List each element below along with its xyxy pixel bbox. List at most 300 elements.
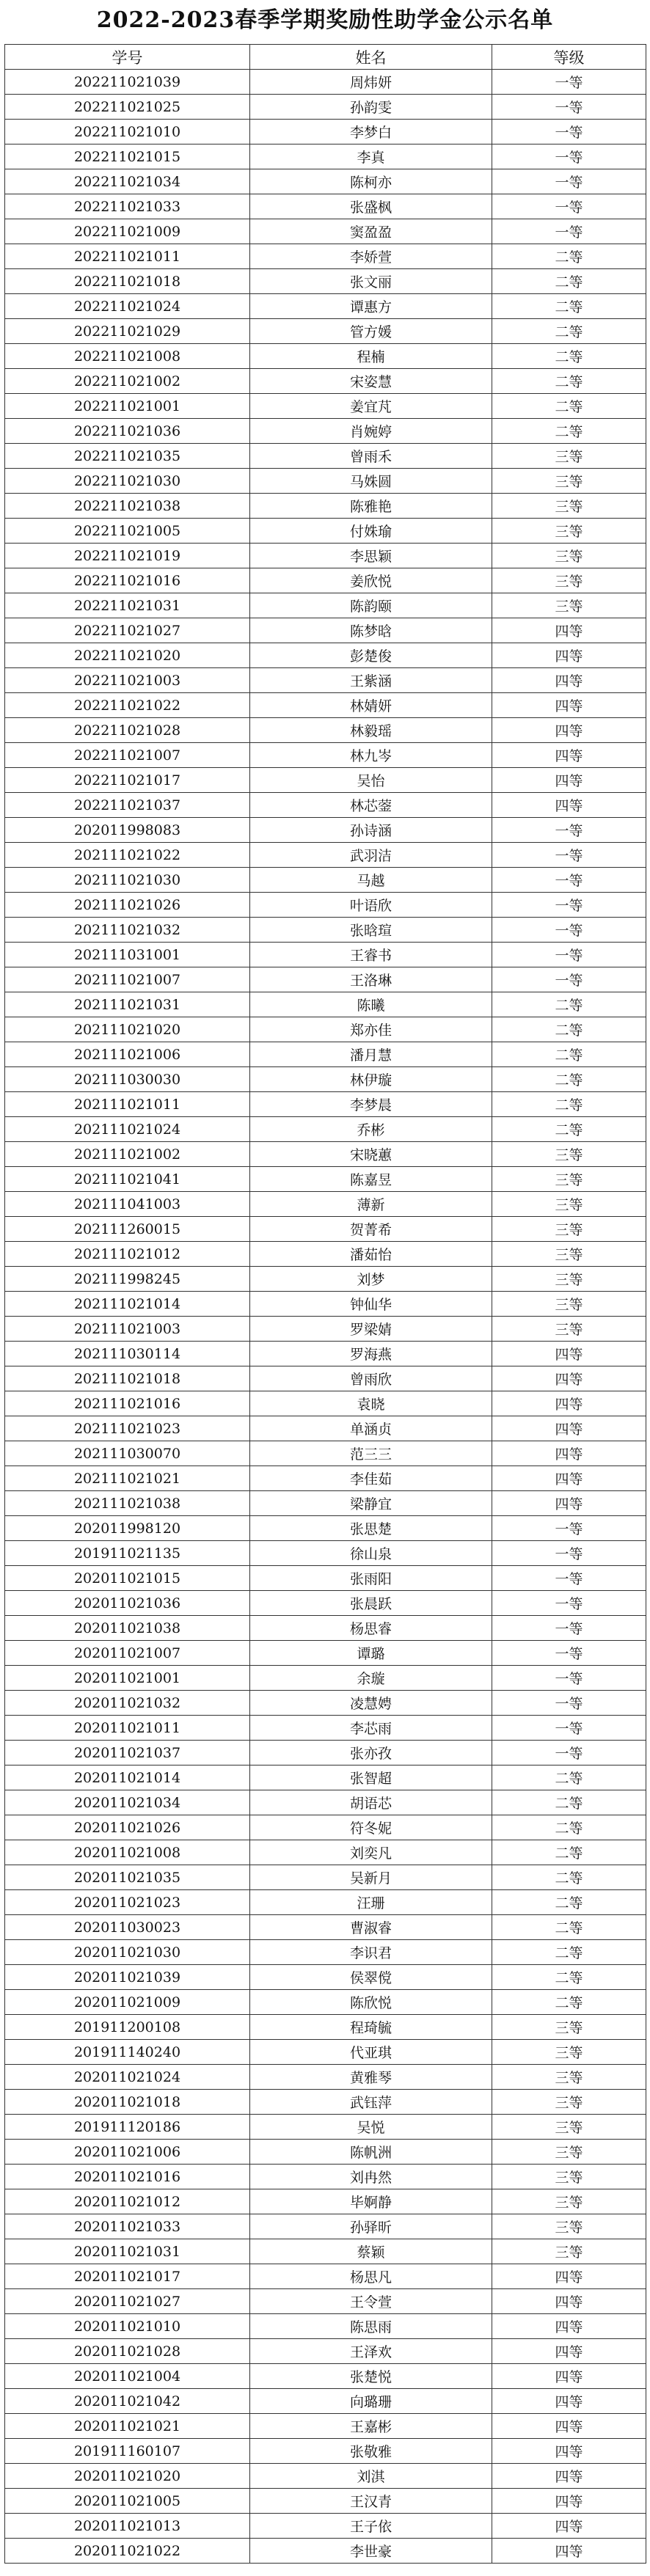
student-name-cell: 张文丽	[250, 269, 492, 294]
table-row	[5, 1342, 646, 1366]
student-name-cell: 王令萱	[250, 2289, 492, 2314]
table-row	[5, 2040, 646, 2065]
student-id-cell: 202111021030	[5, 868, 250, 893]
student-id-cell: 202211021007	[5, 743, 250, 768]
award-level-cell: 二等	[492, 1117, 646, 1142]
award-level-cell: 四等	[492, 2539, 646, 2564]
student-name-cell: 曹淑睿	[250, 1915, 492, 1940]
student-name-cell: 程琦毓	[250, 2015, 492, 2040]
table-row	[5, 1167, 646, 1192]
award-level-cell: 二等	[492, 1890, 646, 1915]
student-id-cell: 202111021021	[5, 1466, 250, 1491]
award-level-cell: 四等	[492, 2464, 646, 2489]
student-name-cell: 李真	[250, 144, 492, 169]
student-id-cell: 202211021002	[5, 369, 250, 394]
student-name-cell: 余璇	[250, 1666, 492, 1691]
table-row	[5, 1940, 646, 1965]
table-row	[5, 2439, 646, 2464]
table-row	[5, 1666, 646, 1691]
student-name-cell: 刘梦	[250, 1267, 492, 1292]
student-name-cell: 乔彬	[250, 1117, 492, 1142]
student-name-cell: 彭楚俊	[250, 643, 492, 668]
student-name-cell: 武羽洁	[250, 843, 492, 868]
student-name-cell: 宋晓蕙	[250, 1142, 492, 1167]
student-name-cell: 林婧妍	[250, 693, 492, 718]
award-level-cell: 四等	[492, 1366, 646, 1391]
student-id-cell: 202111041003	[5, 1192, 250, 1217]
award-level-cell: 三等	[492, 1317, 646, 1342]
student-name-cell: 姜欣悦	[250, 568, 492, 593]
award-level-cell: 二等	[492, 1990, 646, 2015]
table-row	[5, 1067, 646, 1092]
student-id-cell: 202211021015	[5, 144, 250, 169]
student-id-cell: 202011021042	[5, 2389, 250, 2414]
table-row	[5, 2015, 646, 2040]
student-id-cell: 201911120186	[5, 2115, 250, 2140]
table-row	[5, 868, 646, 893]
student-id-cell: 202011021030	[5, 1940, 250, 1965]
student-id-cell: 202011030023	[5, 1915, 250, 1940]
table-row	[5, 743, 646, 768]
table-row	[5, 244, 646, 269]
award-level-cell: 一等	[492, 219, 646, 244]
roster-body	[5, 70, 646, 2564]
award-level-cell: 四等	[492, 768, 646, 793]
award-level-cell: 四等	[492, 2289, 646, 2314]
student-id-cell: 202111998245	[5, 1267, 250, 1292]
student-name-cell: 周炜妍	[250, 70, 492, 95]
table-row	[5, 643, 646, 668]
table-row	[5, 319, 646, 344]
student-name-cell: 李梦晨	[250, 1092, 492, 1117]
award-level-cell: 一等	[492, 1691, 646, 1716]
table-row	[5, 444, 646, 469]
student-name-cell: 孙诗涵	[250, 818, 492, 843]
student-name-cell: 张盛枫	[250, 194, 492, 219]
student-name-cell: 徐山泉	[250, 1541, 492, 1566]
table-row	[5, 2414, 646, 2439]
column-header-level: 等级	[492, 45, 646, 70]
table-row	[5, 1691, 646, 1716]
student-name-cell: 付姝瑜	[250, 519, 492, 544]
student-id-cell: 202111030070	[5, 1441, 250, 1466]
student-id-cell: 202111021002	[5, 1142, 250, 1167]
table-row	[5, 1990, 646, 2015]
student-name-cell: 范三三	[250, 1441, 492, 1466]
student-name-cell: 孙韵雯	[250, 95, 492, 120]
student-id-cell: 202111031001	[5, 943, 250, 967]
award-level-cell: 三等	[492, 593, 646, 618]
student-id-cell: 202011021026	[5, 1815, 250, 1840]
table-row	[5, 992, 646, 1017]
award-level-cell: 一等	[492, 169, 646, 194]
student-name-cell: 杨思睿	[250, 1616, 492, 1641]
student-name-cell: 王汉青	[250, 2489, 492, 2514]
table-row	[5, 2364, 646, 2389]
award-level-cell: 二等	[492, 369, 646, 394]
student-name-cell: 王子依	[250, 2514, 492, 2539]
student-id-cell: 202011021013	[5, 2514, 250, 2539]
award-level-cell: 四等	[492, 718, 646, 743]
student-name-cell: 潘茹怡	[250, 1242, 492, 1267]
student-id-cell: 202011021020	[5, 2464, 250, 2489]
student-id-cell: 202211021031	[5, 593, 250, 618]
table-row	[5, 1092, 646, 1117]
table-row	[5, 1317, 646, 1342]
student-id-cell: 202211021009	[5, 219, 250, 244]
student-id-cell: 202111021041	[5, 1167, 250, 1192]
student-name-cell: 陈曦	[250, 992, 492, 1017]
award-level-cell: 二等	[492, 394, 646, 419]
award-level-cell: 三等	[492, 2239, 646, 2264]
student-name-cell: 王洛琳	[250, 967, 492, 992]
table-row	[5, 1865, 646, 1890]
student-id-cell: 202211021024	[5, 294, 250, 319]
student-name-cell: 吴悦	[250, 2115, 492, 2140]
student-id-cell: 202011021007	[5, 1641, 250, 1666]
award-level-cell: 三等	[492, 1292, 646, 1317]
student-id-cell: 202211021008	[5, 344, 250, 369]
award-level-cell: 二等	[492, 1840, 646, 1865]
student-name-cell: 王紫涵	[250, 668, 492, 693]
student-id-cell: 202211021039	[5, 70, 250, 95]
award-level-cell: 一等	[492, 1641, 646, 1666]
student-name-cell: 谭惠方	[250, 294, 492, 319]
student-id-cell: 202211021035	[5, 444, 250, 469]
student-name-cell: 杨思凡	[250, 2264, 492, 2289]
table-row	[5, 843, 646, 868]
student-name-cell: 陈欣悦	[250, 1990, 492, 2015]
student-name-cell: 刘奕凡	[250, 1840, 492, 1865]
student-name-cell: 袁晓	[250, 1391, 492, 1416]
student-id-cell: 202011021008	[5, 1840, 250, 1865]
student-name-cell: 陈梦晗	[250, 618, 492, 643]
student-id-cell: 202111021011	[5, 1092, 250, 1117]
award-level-cell: 三等	[492, 519, 646, 544]
table-row	[5, 1890, 646, 1915]
award-level-cell: 四等	[492, 2514, 646, 2539]
table-row	[5, 1267, 646, 1292]
award-level-cell: 一等	[492, 1616, 646, 1641]
student-name-cell: 谭璐	[250, 1641, 492, 1666]
award-level-cell: 三等	[492, 544, 646, 568]
student-id-cell: 202111021024	[5, 1117, 250, 1142]
student-id-cell: 202011021035	[5, 1865, 250, 1890]
table-row	[5, 2214, 646, 2239]
award-level-cell: 一等	[492, 868, 646, 893]
award-level-cell: 三等	[492, 1167, 646, 1192]
student-id-cell: 202211021029	[5, 319, 250, 344]
award-level-cell: 三等	[492, 444, 646, 469]
student-id-cell: 202011021037	[5, 1741, 250, 1765]
student-id-cell: 202211021037	[5, 793, 250, 818]
award-level-cell: 二等	[492, 1042, 646, 1067]
award-level-cell: 一等	[492, 120, 646, 144]
table-row	[5, 1491, 646, 1516]
award-level-cell: 二等	[492, 1067, 646, 1092]
scholarship-roster-table	[4, 44, 646, 2564]
award-level-cell: 三等	[492, 2115, 646, 2140]
student-name-cell: 毕婀静	[250, 2189, 492, 2214]
student-id-cell: 202111021007	[5, 967, 250, 992]
award-level-cell: 二等	[492, 1017, 646, 1042]
award-level-cell: 二等	[492, 419, 646, 444]
student-id-cell: 202011021017	[5, 2264, 250, 2289]
column-header-student-id: 学号	[5, 45, 250, 70]
student-name-cell: 王睿书	[250, 943, 492, 967]
table-row	[5, 893, 646, 918]
table-row	[5, 2489, 646, 2514]
student-name-cell: 肖婉婷	[250, 419, 492, 444]
award-level-cell: 二等	[492, 992, 646, 1017]
award-level-cell: 二等	[492, 1092, 646, 1117]
award-level-cell: 三等	[492, 2015, 646, 2040]
student-id-cell: 202011021028	[5, 2339, 250, 2364]
table-row	[5, 967, 646, 992]
table-row	[5, 1716, 646, 1741]
award-level-cell: 二等	[492, 269, 646, 294]
student-id-cell: 202011998120	[5, 1516, 250, 1541]
student-id-cell: 202211021027	[5, 618, 250, 643]
award-level-cell: 一等	[492, 1741, 646, 1765]
student-name-cell: 管方媛	[250, 319, 492, 344]
award-level-cell: 三等	[492, 2040, 646, 2065]
award-level-cell: 四等	[492, 643, 646, 668]
student-name-cell: 侯翠傥	[250, 1965, 492, 1990]
page-title: 2022-2023春季学期奖励性助学金公示名单	[96, 7, 554, 33]
student-name-cell: 陈嘉昱	[250, 1167, 492, 1192]
student-name-cell: 单涵贞	[250, 1416, 492, 1441]
student-name-cell: 王泽欢	[250, 2339, 492, 2364]
student-id-cell: 202111021032	[5, 918, 250, 943]
award-level-cell: 三等	[492, 1217, 646, 1242]
table-row	[5, 95, 646, 120]
student-id-cell: 202211021018	[5, 269, 250, 294]
table-row	[5, 219, 646, 244]
table-row	[5, 419, 646, 444]
student-id-cell: 202111021018	[5, 1366, 250, 1391]
award-level-cell: 四等	[492, 1491, 646, 1516]
award-level-cell: 三等	[492, 469, 646, 494]
student-name-cell: 张智超	[250, 1765, 492, 1790]
student-id-cell: 202011021005	[5, 2489, 250, 2514]
table-row	[5, 918, 646, 943]
student-name-cell: 郑亦佳	[250, 1017, 492, 1042]
table-row	[5, 1192, 646, 1217]
student-id-cell: 202111021031	[5, 992, 250, 1017]
table-row	[5, 294, 646, 319]
student-name-cell: 王嘉彬	[250, 2414, 492, 2439]
table-row	[5, 618, 646, 643]
student-name-cell: 陈帆洲	[250, 2140, 492, 2165]
student-id-cell: 202211021034	[5, 169, 250, 194]
student-id-cell: 202011021012	[5, 2189, 250, 2214]
student-id-cell: 202211021011	[5, 244, 250, 269]
table-row	[5, 2189, 646, 2214]
student-name-cell: 罗梁婧	[250, 1317, 492, 1342]
award-level-cell: 四等	[492, 1391, 646, 1416]
table-row	[5, 593, 646, 618]
student-id-cell: 202011021014	[5, 1765, 250, 1790]
student-name-cell: 姜宜芃	[250, 394, 492, 419]
award-level-cell: 三等	[492, 2065, 646, 2090]
award-level-cell: 四等	[492, 2264, 646, 2289]
student-id-cell: 202111030114	[5, 1342, 250, 1366]
table-row	[5, 1815, 646, 1840]
student-id-cell: 202011998083	[5, 818, 250, 843]
table-row	[5, 1117, 646, 1142]
table-row	[5, 2239, 646, 2264]
table-row	[5, 2090, 646, 2115]
student-name-cell: 向璐珊	[250, 2389, 492, 2414]
student-id-cell: 202211021033	[5, 194, 250, 219]
table-row	[5, 469, 646, 494]
student-name-cell: 代亚琪	[250, 2040, 492, 2065]
award-level-cell: 四等	[492, 1342, 646, 1366]
student-id-cell: 202211021010	[5, 120, 250, 144]
student-name-cell: 黄雅琴	[250, 2065, 492, 2090]
student-name-cell: 马越	[250, 868, 492, 893]
award-level-cell: 三等	[492, 494, 646, 519]
student-id-cell: 202211021003	[5, 668, 250, 693]
award-level-cell: 三等	[492, 2090, 646, 2115]
student-id-cell: 202211021036	[5, 419, 250, 444]
table-row	[5, 1915, 646, 1940]
student-name-cell: 梁静宜	[250, 1491, 492, 1516]
award-level-cell: 一等	[492, 70, 646, 95]
table-row	[5, 1416, 646, 1441]
student-id-cell: 202011021038	[5, 1616, 250, 1641]
student-id-cell: 202111030030	[5, 1067, 250, 1092]
award-level-cell: 一等	[492, 843, 646, 868]
table-row	[5, 1765, 646, 1790]
award-level-cell: 三等	[492, 2165, 646, 2189]
award-level-cell: 二等	[492, 1965, 646, 1990]
student-id-cell: 201911021135	[5, 1541, 250, 1566]
student-id-cell: 202211021025	[5, 95, 250, 120]
student-id-cell: 202111260015	[5, 1217, 250, 1242]
student-id-cell: 202011021022	[5, 2539, 250, 2564]
table-row	[5, 2264, 646, 2289]
table-row	[5, 1017, 646, 1042]
table-row	[5, 1441, 646, 1466]
student-name-cell: 吴怡	[250, 768, 492, 793]
student-name-cell: 李思颖	[250, 544, 492, 568]
student-name-cell: 吴新月	[250, 1865, 492, 1890]
table-row	[5, 793, 646, 818]
student-id-cell: 202011021023	[5, 1890, 250, 1915]
table-row	[5, 70, 646, 95]
student-id-cell: 202011021018	[5, 2090, 250, 2115]
table-row	[5, 568, 646, 593]
student-name-cell: 孙驿昕	[250, 2214, 492, 2239]
award-level-cell: 四等	[492, 1466, 646, 1491]
student-name-cell: 陈雅艳	[250, 494, 492, 519]
table-row	[5, 1591, 646, 1616]
award-level-cell: 四等	[492, 668, 646, 693]
student-name-cell: 李佳茹	[250, 1466, 492, 1491]
student-id-cell: 202111021022	[5, 843, 250, 868]
award-level-cell: 一等	[492, 194, 646, 219]
student-name-cell: 窦盈盈	[250, 219, 492, 244]
student-id-cell: 202211021028	[5, 718, 250, 743]
table-row	[5, 943, 646, 967]
award-level-cell: 四等	[492, 2339, 646, 2364]
table-row	[5, 2389, 646, 2414]
student-id-cell: 202011021024	[5, 2065, 250, 2090]
student-id-cell: 202211021022	[5, 693, 250, 718]
student-name-cell: 林九岑	[250, 743, 492, 768]
award-level-cell: 二等	[492, 1865, 646, 1890]
award-level-cell: 四等	[492, 618, 646, 643]
student-name-cell: 张雨阳	[250, 1566, 492, 1591]
table-row	[5, 1541, 646, 1566]
award-level-cell: 一等	[492, 1541, 646, 1566]
table-row	[5, 494, 646, 519]
table-row	[5, 1042, 646, 1067]
student-id-cell: 202211021019	[5, 544, 250, 568]
student-id-cell: 201911200108	[5, 2015, 250, 2040]
student-id-cell: 202011021016	[5, 2165, 250, 2189]
student-id-cell: 202011021032	[5, 1691, 250, 1716]
student-id-cell: 202011021004	[5, 2364, 250, 2389]
student-name-cell: 张楚悦	[250, 2364, 492, 2389]
student-name-cell: 潘月慧	[250, 1042, 492, 1067]
student-id-cell: 202011021036	[5, 1591, 250, 1616]
table-row	[5, 1566, 646, 1591]
table-row	[5, 1965, 646, 1990]
student-name-cell: 陈柯亦	[250, 169, 492, 194]
table-row	[5, 2464, 646, 2489]
student-name-cell: 曾雨禾	[250, 444, 492, 469]
student-name-cell: 汪珊	[250, 1890, 492, 1915]
award-level-cell: 二等	[492, 319, 646, 344]
award-level-cell: 一等	[492, 943, 646, 967]
award-level-cell: 一等	[492, 1566, 646, 1591]
student-id-cell: 202011021010	[5, 2314, 250, 2339]
award-level-cell: 四等	[492, 2364, 646, 2389]
award-level-cell: 一等	[492, 1666, 646, 1691]
student-name-cell: 李娇萱	[250, 244, 492, 269]
award-level-cell: 一等	[492, 893, 646, 918]
column-header-name: 姓名	[250, 45, 492, 70]
table-row	[5, 394, 646, 419]
award-level-cell: 三等	[492, 568, 646, 593]
student-name-cell: 张敬雅	[250, 2439, 492, 2464]
student-id-cell: 201911140240	[5, 2040, 250, 2065]
award-level-cell: 二等	[492, 1790, 646, 1815]
award-level-cell: 四等	[492, 2414, 646, 2439]
table-row	[5, 1217, 646, 1242]
award-level-cell: 二等	[492, 344, 646, 369]
award-level-cell: 三等	[492, 2189, 646, 2214]
student-name-cell: 陈思雨	[250, 2314, 492, 2339]
student-id-cell: 202011021031	[5, 2239, 250, 2264]
student-name-cell: 刘淇	[250, 2464, 492, 2489]
student-id-cell: 202111021012	[5, 1242, 250, 1267]
table-row	[5, 2339, 646, 2364]
student-id-cell: 202211021038	[5, 494, 250, 519]
award-level-cell: 三等	[492, 1267, 646, 1292]
table-row	[5, 2140, 646, 2165]
table-row	[5, 194, 646, 219]
student-id-cell: 202111021014	[5, 1292, 250, 1317]
student-name-cell: 胡语芯	[250, 1790, 492, 1815]
student-name-cell: 李识君	[250, 1940, 492, 1965]
table-row	[5, 1840, 646, 1865]
student-id-cell: 202211021020	[5, 643, 250, 668]
award-level-cell: 四等	[492, 1441, 646, 1466]
